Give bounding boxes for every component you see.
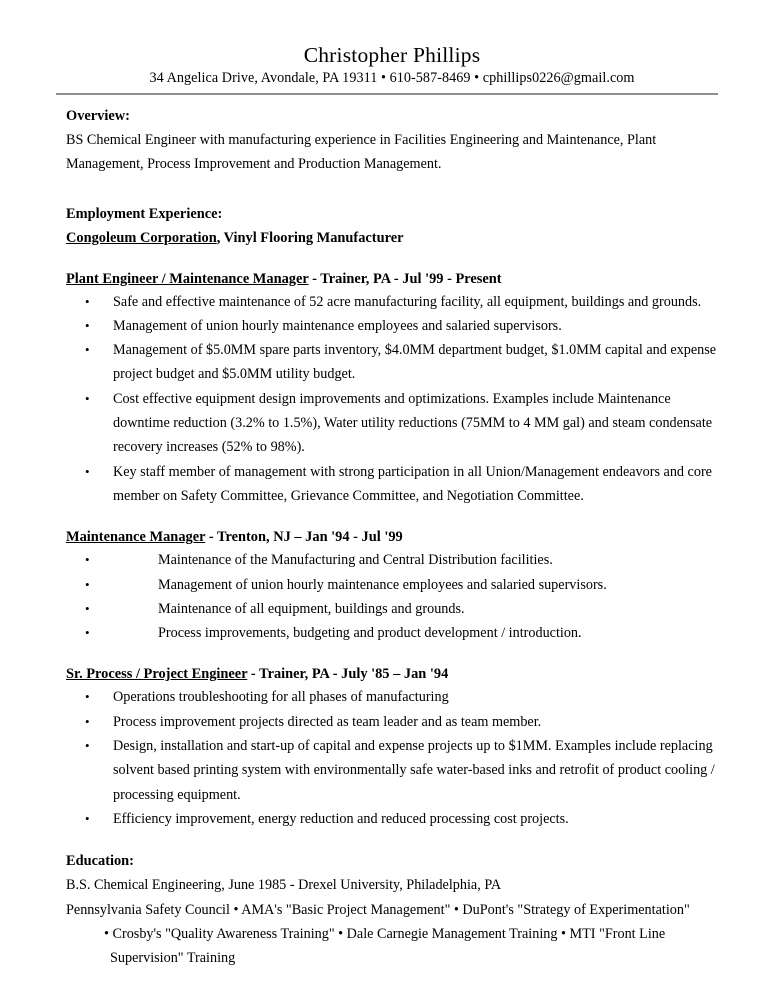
- list-item: [66, 314, 718, 338]
- job-title-2-role: Maintenance Manager: [66, 529, 206, 546]
- education-degree: B.S. Chemical Engineering, June 1985 - Drexel University, Philadelphia, PA: [66, 877, 502, 894]
- job-title-3: [66, 663, 718, 685]
- job-3-bullets: [66, 685, 718, 831]
- bullet-icon: •: [85, 689, 90, 705]
- list-item: [66, 290, 718, 314]
- list-item-text: Operations troubleshooting for all phases of manufacturing: [113, 689, 449, 706]
- list-item-text: Efficiency improvement, energy reduction and reduced processing cost projects.: [113, 810, 569, 827]
- education-heading: Education:: [66, 853, 134, 870]
- bullet-icon: •: [85, 317, 90, 333]
- employment-heading-colon: :: [217, 205, 223, 222]
- list-item: [66, 338, 718, 387]
- job-title-2: [66, 526, 718, 548]
- bullet-icon: •: [85, 600, 90, 616]
- bullet-icon: •: [85, 810, 90, 826]
- list-item-text: Process improvement projects directed as team leader and as team member.: [113, 713, 542, 730]
- bullet-icon: •: [85, 738, 90, 754]
- list-item: [66, 460, 718, 509]
- employment-heading-label: Employment Experience: [66, 205, 218, 222]
- list-item-text: Management of union hourly maintenance employees and salaried supervisors.: [113, 317, 562, 334]
- candidate-name: Christopher Phillips: [303, 43, 481, 67]
- list-item-text: Safe and effective maintenance of 52 acre manufacturing facility, all equipment, buildings and grounds.: [113, 293, 702, 310]
- job-title-1: [66, 268, 718, 290]
- job-title-2-meta: - Trenton, NJ – Jan '94 - Jul '99: [205, 529, 403, 546]
- list-item-text: Process improvements, budgeting and product development / introduction.: [158, 625, 582, 642]
- spacer: [66, 508, 718, 526]
- company-line: [66, 226, 718, 250]
- list-item-text: Maintenance of the Manufacturing and Central Distribution facilities.: [158, 552, 553, 569]
- company-descriptor: , Vinyl Flooring Manufacturer: [216, 229, 404, 246]
- job-title-3-role: Sr. Process / Project Engineer: [66, 666, 248, 683]
- education-training-line-3: Supervision" Training: [110, 950, 236, 967]
- education-training-line-2: • Crosby's "Quality Awareness Training" • Dale Carnegie Management Training • MTI "Front Line: [104, 925, 666, 942]
- job-1-bullets: [66, 290, 718, 509]
- list-item: [66, 734, 718, 807]
- job-2-bullets: [66, 548, 718, 645]
- spacer: [66, 645, 718, 663]
- list-item-text: Management of union hourly maintenance employees and salaried supervisors.: [158, 576, 607, 593]
- bullet-icon: •: [85, 576, 90, 592]
- bullet-icon: •: [85, 342, 90, 358]
- job-title-1-meta: - Trainer, PA - Jul '99 - Present: [308, 270, 502, 287]
- company-name: Congoleum Corporation: [66, 229, 217, 246]
- list-item-text: Cost effective equipment design improvements and optimizations. Examples include Maintenance downtime reduction (3.2% to 1.5%), Water utility reductions (75MM to 4 MM gal) and steam condensate recovery increases (52% to 98%).: [113, 390, 713, 456]
- list-item-text: Design, installation and start-up of capital and expense projects up to $1MM. Examples include replacing solvent based printing system with environmentally safe water-based inks and retrofit of product cooling / processing equipment.: [113, 738, 715, 803]
- list-item: [66, 807, 718, 831]
- list-item: [66, 548, 718, 572]
- list-item: [66, 387, 718, 460]
- employment-heading: [66, 202, 718, 226]
- bullet-icon: •: [85, 463, 90, 479]
- list-item-text: Management of $5.0MM spare parts inventory, $4.0MM department budget, $1.0MM capital and expense project budget and $5.0MM utility budget.: [113, 342, 717, 383]
- overview-text: BS Chemical Engineer with manufacturing experience in Facilities Engineering and Maintenance, Plant Management, Process Improvement and Production Management.: [66, 132, 657, 173]
- list-item: [66, 573, 718, 597]
- list-item-text: Key staff member of management with strong participation in all Union/Management endeavors and core member on Safety Committee, Grievance Committee, and Negotiation Committee.: [113, 463, 712, 504]
- spacer: [66, 831, 718, 849]
- list-item: [66, 621, 718, 645]
- bullet-icon: •: [85, 293, 90, 309]
- bullet-icon: •: [85, 390, 90, 406]
- bullet-icon: •: [85, 713, 90, 729]
- overview-heading: Overview:: [66, 108, 130, 124]
- contact-line: 34 Angelica Drive, Avondale, PA 19311 • 610-587-8469 • cphillips0226@gmail.com: [149, 70, 635, 86]
- job-title-3-meta: - Trainer, PA - July '85 – Jan '94: [247, 666, 449, 683]
- spacer: [66, 250, 718, 268]
- list-item: [66, 597, 718, 621]
- job-title-1-role: Plant Engineer / Maintenance Manager: [66, 270, 309, 287]
- bullet-icon: •: [85, 552, 90, 568]
- spacer: [66, 177, 718, 202]
- education-training-line-1: Pennsylvania Safety Council • AMA's "Basic Project Management" • DuPont's "Strategy of Experimentation": [66, 901, 690, 918]
- list-item: [66, 710, 718, 734]
- list-item: [66, 685, 718, 709]
- bullet-icon: •: [85, 625, 90, 641]
- list-item-text: Maintenance of all equipment, buildings and grounds.: [158, 600, 465, 617]
